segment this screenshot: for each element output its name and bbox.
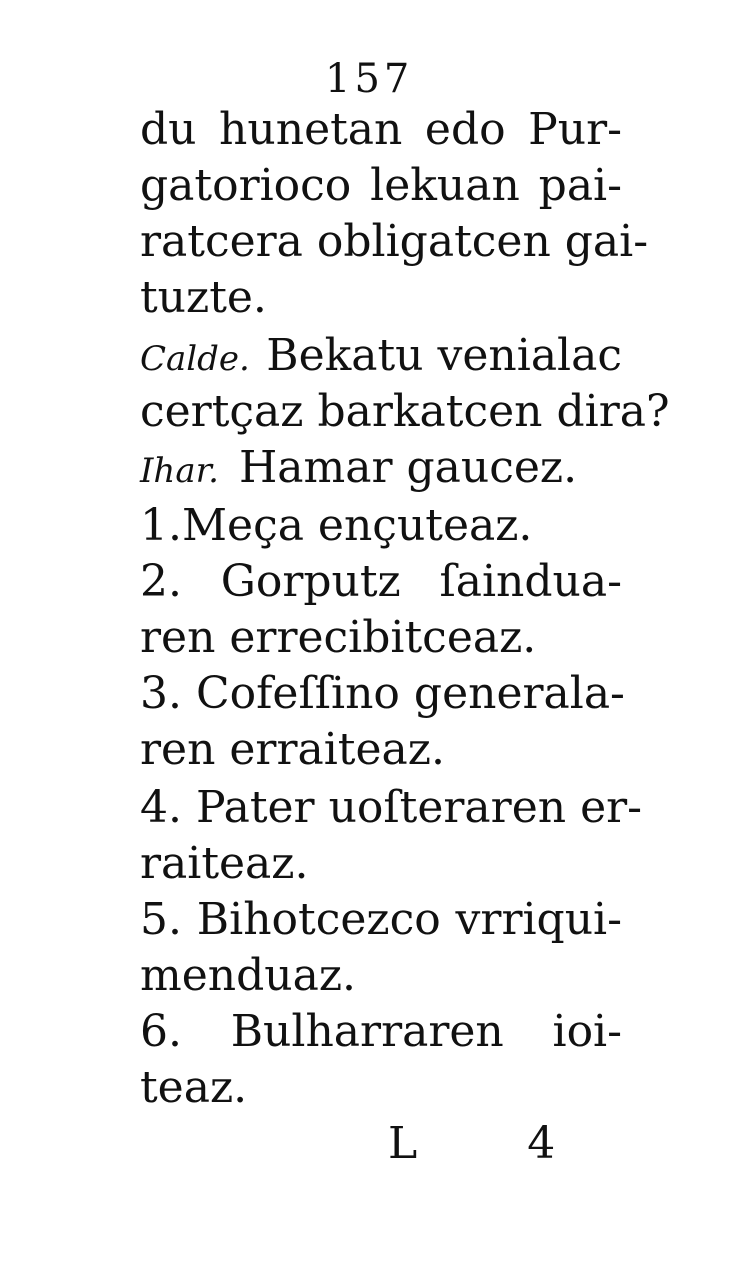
list-item-2-cont: ren errecibitceaz. xyxy=(140,612,537,663)
text-line-5: Calde. Bekatu venialac xyxy=(140,330,622,381)
speaker-ihar: Ihar. xyxy=(140,451,219,491)
text-line-4: tuzte. xyxy=(140,272,267,323)
list-item-6-cont: teaz. xyxy=(140,1062,248,1113)
list-item-5: 5. Bihotcezco vrriqui- xyxy=(140,894,622,945)
list-item-4-cont: raiteaz. xyxy=(140,838,309,889)
text-line-7: Ihar. Hamar gaucez. xyxy=(140,442,578,493)
text-line-6: certçaz barkatcen dira? xyxy=(140,386,670,437)
text-line-3: ratcera obligatcen gai- xyxy=(140,216,649,267)
list-item-3-cont: ren erraiteaz. xyxy=(140,724,445,775)
list-item-1: 1.Meça ençuteaz. xyxy=(140,500,533,551)
speaker-calde: Calde. xyxy=(140,339,250,379)
list-item-4: 4. Pater uoſteraren er- xyxy=(140,782,643,833)
text-line-1: du hunetan edo Pur- xyxy=(140,104,622,155)
text-line-2: gatorioco lekuan pai- xyxy=(140,160,622,211)
page-number: 157 xyxy=(325,56,414,102)
signature-mark: L 4 xyxy=(388,1118,604,1169)
list-item-2: 2. Gorputz ſaindua- xyxy=(140,556,622,607)
list-item-6: 6. Bulharraren ioi- xyxy=(140,1006,622,1057)
list-item-3: 3. Cofeſſino generala- xyxy=(140,668,625,719)
list-item-5-cont: menduaz. xyxy=(140,950,357,1001)
